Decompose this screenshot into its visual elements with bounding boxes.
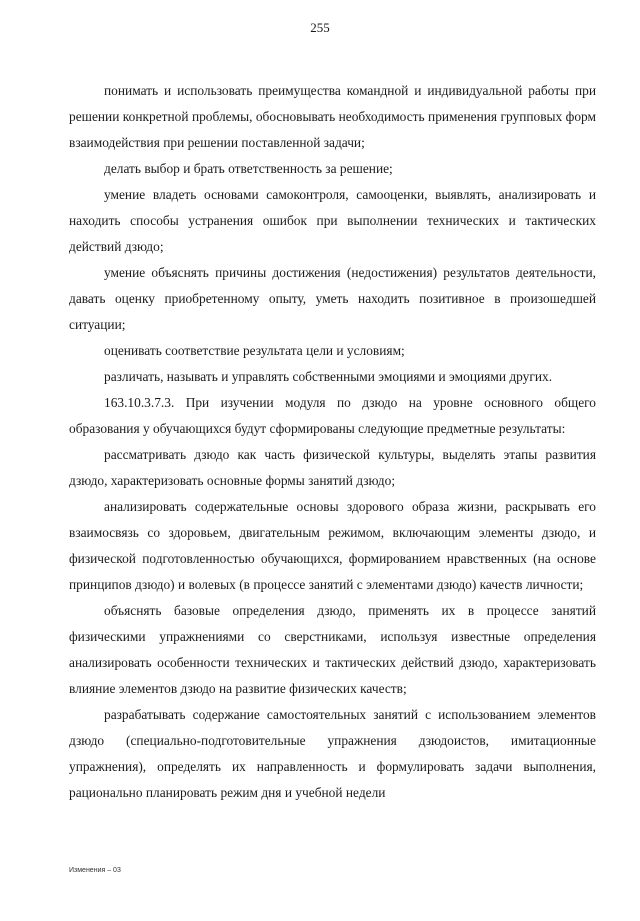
page-number: 255	[310, 20, 330, 35]
footer-revision-note: Изменения – 03	[69, 867, 121, 874]
paragraph: понимать и использовать преимущества командной и индивидуальной работы при решении конкретной проблемы, обосновывать необходимость применения групповых форм взаимодействия при решении поставленной задачи;	[69, 83, 596, 150]
page-body	[69, 78, 596, 806]
paragraph: анализировать содержательные основы здорового образа жизни, раскрывать его взаимосвязь со здоровьем, двигательным режимом, включающим элементы дзюдо, и физической подготовленностью обучающихся, формированием нравственных (на основе принципов дзюдо) и волевых (в процессе занятий с элементами дзюдо) качеств личности;	[69, 499, 596, 592]
paragraph: различать, называть и управлять собственными эмоциями и эмоциями других.	[104, 369, 553, 384]
paragraph: умение владеть основами самоконтроля, самооценки, выявлять, анализировать и находить способы устранения ошибок при выполнении технических и тактических действий дзюдо;	[69, 187, 596, 254]
paragraph: объяснять базовые определения дзюдо, применять их в процессе занятий физическими упражнениями со сверстниками, используя известные определения анализировать особенности технических и тактических действий дзюдо, характеризовать влияние элементов дзюдо на развитие физических качеств;	[69, 603, 596, 696]
paragraph: оценивать соответствие результата цели и условиям;	[104, 343, 405, 358]
paragraph: 163.10.3.7.3. При изучении модуля по дзюдо на уровне основного общего образования у обучающихся будут сформированы следующие предметные результаты:	[69, 395, 596, 436]
paragraph: умение объяснять причины достижения (недостижения) результатов деятельности, давать оценку приобретенному опыту, уметь находить позитивное в произошедшей ситуации;	[69, 265, 596, 332]
paragraph: делать выбор и брать ответственность за решение;	[104, 161, 393, 176]
paragraph: разрабатывать содержание самостоятельных занятий с использованием элементов дзюдо (специально-подготовительные упражнения дзюдоистов, имитационные упражнения), определять их направленность и формулировать задачи выполнения, рационально планировать режим дня и учебной недели	[69, 707, 596, 800]
paragraph: рассматривать дзюдо как часть физической культуры, выделять этапы развития дзюдо, характеризовать основные формы занятий дзюдо;	[69, 447, 596, 488]
